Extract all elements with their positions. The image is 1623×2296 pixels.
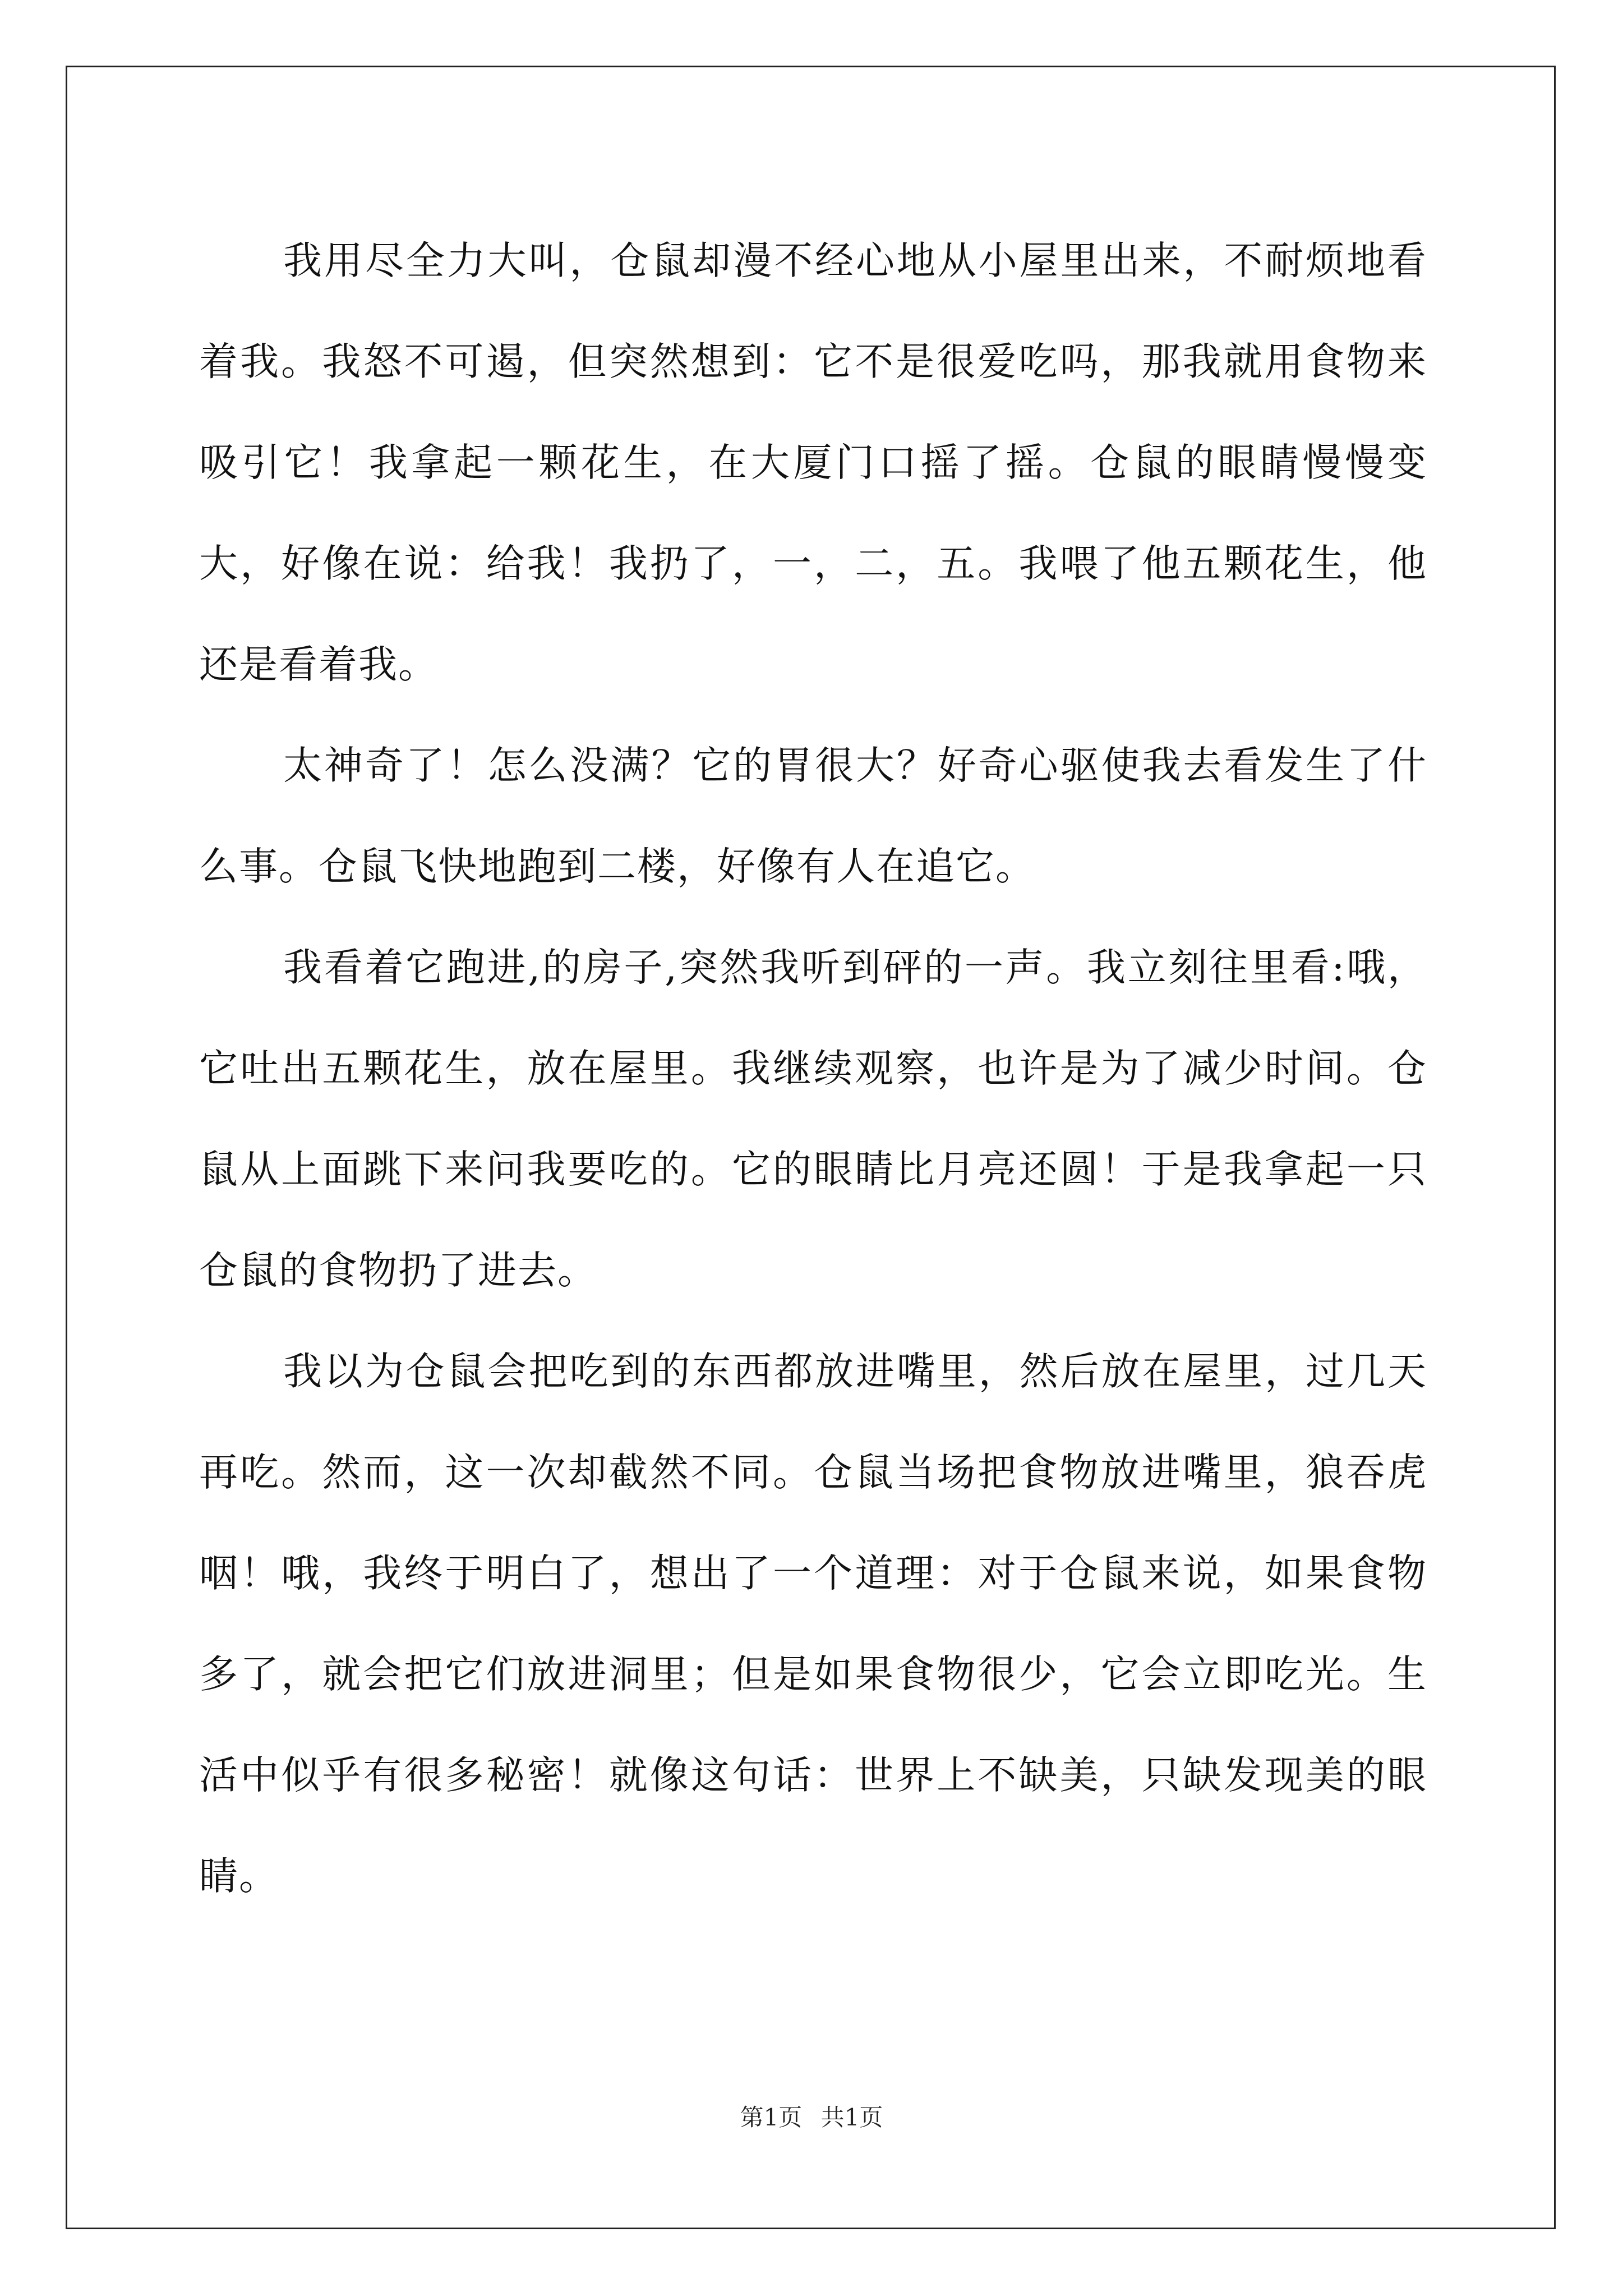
page-total: 共1页	[820, 2104, 883, 2131]
paragraph-4: 我以为仓鼠会把吃到的东西都放进嘴里，然后放在屋里，过几天再吃。然而，这一次却截然不同。仓鼠当场把食物放进嘴里，狼吞虎咽！哦，我终于明白了，想出了一个道理：对于仓鼠来说，如果食物多了，就会把它们放进洞里；但是如果食物很少，它会立即吃光。生活中似乎有很多秘密！就像这句话：世界上不缺美，只缺发现美的眼睛。	[199, 1349, 1427, 1899]
paragraph-1: 我用尽全力大叫，仓鼠却漫不经心地从小屋里出来，不耐烦地看着我。我怒不可遏，但突然想到：它不是很爱吃吗，那我就用食物来吸引它！我拿起一颗花生，在大厦门口摇了摇。仓鼠的眼睛慢慢变大，好像在说：给我！我扔了，一，二，五。我喂了他五颗花生，他还是看着我。	[199, 238, 1427, 687]
paragraph-2: 太神奇了！怎么没满？它的胃很大？好奇心驱使我去看发生了什么事。仓鼠飞快地跑到二楼，好像有人在追它。	[199, 743, 1427, 889]
document-body	[199, 210, 1427, 1927]
paragraph-3: 我看着它跑进,的房子,突然我听到砰的一声。我立刻往里看:哦，它吐出五颗花生，放在屋里。我继续观察，也许是为了减少时间。仓鼠从上面跳下来问我要吃的。它的眼睛比月亮还圆！于是我拿起一只仓鼠的食物扔了进去。	[199, 945, 1427, 1293]
page-number: 第1页	[740, 2104, 803, 2131]
page-footer	[0, 2101, 1623, 2134]
